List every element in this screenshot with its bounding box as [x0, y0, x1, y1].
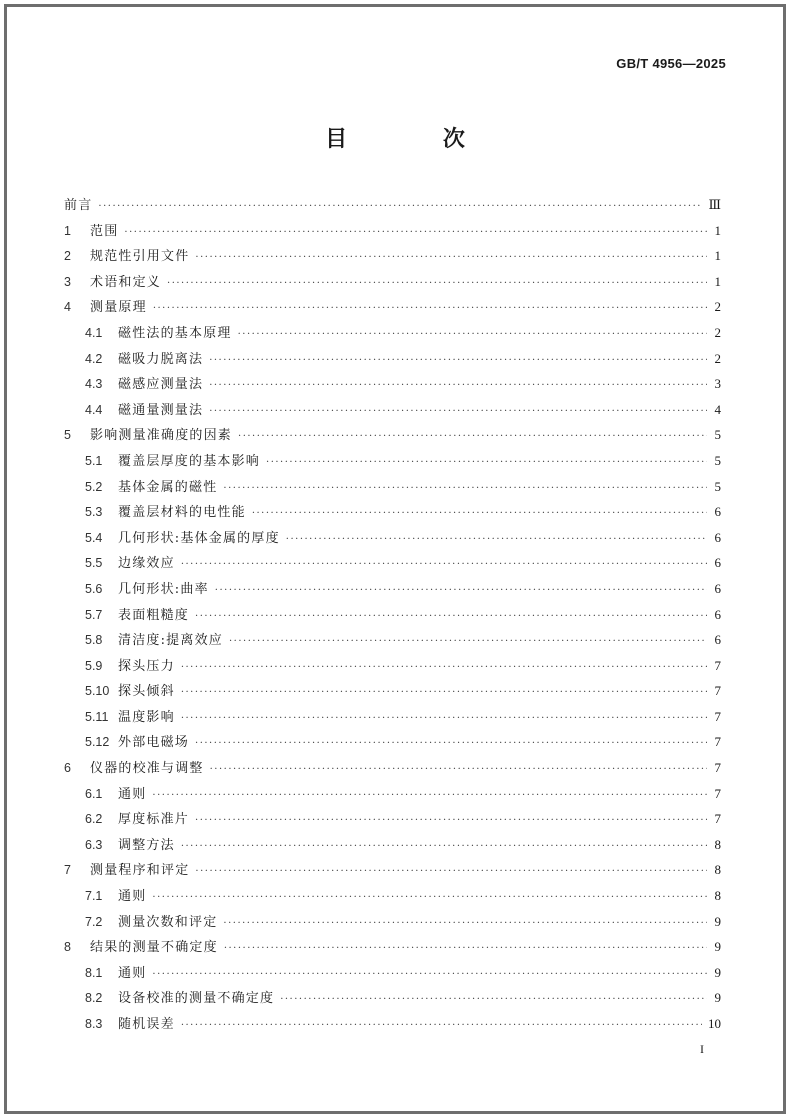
toc-entry[interactable]: [64, 653, 721, 679]
toc-entry[interactable]: [64, 1011, 721, 1037]
toc-entry-number: 5.7: [85, 607, 103, 622]
page-number: I: [700, 1042, 704, 1056]
toc-entry-title: 几何形状:基体金属的厚度: [118, 530, 280, 546]
toc-entry-number: 5.11: [85, 709, 109, 724]
toc-dot-leader: [223, 476, 707, 502]
toc-entry-title: 外部电磁场: [118, 735, 190, 751]
toc-entry[interactable]: [64, 704, 721, 730]
toc-entry[interactable]: [64, 550, 721, 576]
toc-entry-page: 6: [714, 504, 721, 520]
toc-dot-leader: [223, 911, 707, 937]
toc-entry-page: 6: [714, 529, 721, 545]
toc-entry-number: 6.1: [85, 786, 103, 801]
toc-entry-title: 前言: [64, 198, 93, 213]
toc-dot-leader: [181, 552, 707, 578]
toc-entry-title: 几何形状:曲率: [118, 581, 209, 597]
toc-entry-page: 9: [714, 913, 721, 929]
toc-entry-page: 4: [714, 401, 721, 417]
toc-entry[interactable]: [64, 960, 721, 986]
toc-entry-page: 2: [714, 324, 721, 340]
toc-entry-number: 5.6: [85, 581, 103, 596]
toc-dot-leader: [181, 1013, 702, 1039]
toc-entry-page: Ⅲ: [708, 197, 721, 212]
toc-entry-title: 覆盖层材料的电性能: [118, 505, 246, 521]
toc-entry-title: 清洁度:提离效应: [118, 633, 223, 649]
toc-entry-title: 随机误差: [118, 1017, 175, 1032]
toc-dot-leader: [181, 706, 707, 732]
toc-entry-title: 温度影响: [118, 709, 175, 725]
toc-entry[interactable]: [64, 448, 721, 474]
toc-entry[interactable]: [64, 499, 721, 525]
toc-entry-page: 9: [714, 964, 721, 980]
toc-entry-title: 影响测量准确度的因素: [90, 428, 233, 444]
toc-entry-number: 4: [64, 300, 71, 315]
toc-entry[interactable]: [64, 781, 721, 807]
toc-entry-page: 5: [714, 478, 721, 494]
toc-entry-page: 9: [714, 939, 721, 955]
toc-entry-title: 磁通量测量法: [118, 402, 204, 418]
toc-entry-page: 10: [708, 1016, 721, 1031]
toc-entry-number: 7.2: [85, 914, 103, 929]
toc-entry-page: 7: [714, 708, 721, 724]
table-of-contents: [64, 192, 721, 1037]
toc-entry-title: 仪器的校准与调整: [90, 761, 204, 777]
toc-entry-title: 厚度标准片: [118, 812, 190, 828]
toc-entry-number: 7: [64, 863, 71, 878]
toc-dot-leader: [195, 859, 707, 885]
toc-entry-page: 5: [714, 452, 721, 468]
toc-entry[interactable]: [64, 832, 721, 858]
toc-entry[interactable]: [64, 474, 721, 500]
toc-entry-title: 规范性引用文件: [90, 249, 190, 265]
toc-entry-title: 范围: [90, 223, 119, 239]
toc-entry-number: 5: [64, 428, 71, 443]
toc-dot-leader: [286, 527, 707, 553]
toc-dot-leader: [238, 424, 707, 450]
toc-dot-leader: [252, 501, 707, 527]
toc-entry-number: 5.3: [85, 505, 103, 520]
toc-dot-leader: [181, 655, 707, 681]
toc-entry-number: 5.2: [85, 479, 103, 494]
toc-dot-leader: [152, 885, 707, 911]
toc-entry-title: 探头压力: [118, 658, 175, 674]
toc-entry-page: 7: [714, 657, 721, 673]
toc-entry-title: 设备校准的测量不确定度: [118, 991, 275, 1007]
toc-entry-page: 2: [714, 350, 721, 366]
toc-dot-leader: [238, 322, 707, 348]
toc-entry-number: 5.9: [85, 658, 103, 673]
toc-entry-title: 通则: [118, 786, 147, 802]
toc-entry[interactable]: [64, 627, 721, 653]
toc-entry-page: 8: [714, 836, 721, 852]
toc-entry[interactable]: [64, 243, 721, 269]
toc-entry-number: 4.3: [85, 377, 103, 392]
toc-entry-page: 1: [714, 248, 721, 264]
toc-entry[interactable]: [64, 934, 721, 960]
toc-entry-title: 边缘效应: [118, 556, 175, 572]
toc-entry-number: 8.2: [85, 991, 103, 1006]
toc-dot-leader: [224, 936, 707, 962]
toc-entry-number: 5.4: [85, 530, 103, 545]
toc-dot-leader: [209, 399, 707, 425]
toc-entry-title: 通则: [118, 965, 147, 981]
toc-dot-leader: [181, 834, 707, 860]
toc-entry-number: 1: [64, 223, 71, 238]
toc-entry[interactable]: [64, 985, 721, 1011]
toc-entry-title: 测量原理: [90, 300, 147, 316]
toc-dot-leader: [266, 450, 707, 476]
toc-entry[interactable]: [64, 294, 721, 320]
toc-entry[interactable]: [64, 525, 721, 551]
toc-entry-number: 5.10: [85, 684, 110, 699]
toc-entry[interactable]: [64, 346, 721, 372]
toc-entry[interactable]: [64, 422, 721, 448]
toc-dot-leader: [210, 757, 707, 783]
toc-entry-page: 7: [714, 760, 721, 776]
toc-entry-page: 5: [714, 427, 721, 443]
toc-dot-leader: [124, 220, 707, 246]
toc-entry-page: 8: [714, 888, 721, 904]
toc-entry[interactable]: [64, 576, 721, 602]
toc-entry-number: 4.2: [85, 351, 103, 366]
toc-dot-leader: [209, 373, 707, 399]
toc-entry[interactable]: [64, 371, 721, 397]
toc-entry-page: 6: [714, 580, 721, 596]
toc-entry[interactable]: [64, 397, 721, 423]
toc-entry[interactable]: [64, 909, 721, 935]
toc-entry-page: 7: [714, 785, 721, 801]
toc-entry[interactable]: [64, 857, 721, 883]
toc-entry[interactable]: [64, 192, 721, 218]
toc-dot-leader: [152, 962, 707, 988]
toc-entry-number: 6.3: [85, 837, 103, 852]
toc-entry-number: 8.1: [85, 965, 103, 980]
toc-entry-title: 调整方法: [118, 837, 175, 853]
toc-dot-leader: [98, 194, 702, 220]
toc-entry[interactable]: [64, 320, 721, 346]
toc-entry-page: 1: [714, 222, 721, 238]
toc-entry-number: 5.5: [85, 556, 103, 571]
toc-entry[interactable]: [64, 678, 721, 704]
toc-entry-page: 3: [714, 376, 721, 392]
toc-entry-page: 6: [714, 555, 721, 571]
toc-entry[interactable]: [64, 602, 721, 628]
toc-dot-leader: [195, 808, 707, 834]
toc-entry[interactable]: [64, 729, 721, 755]
toc-dot-leader: [209, 348, 707, 374]
toc-dot-leader: [280, 987, 707, 1013]
toc-entry-number: 4.1: [85, 325, 103, 340]
toc-dot-leader: [195, 731, 707, 757]
document-code: GB/T 4956—2025: [616, 56, 726, 71]
toc-entry-page: 7: [714, 811, 721, 827]
toc-entry-title: 通则: [118, 889, 147, 905]
toc-dot-leader: [195, 245, 707, 271]
toc-entry-number: 8: [64, 940, 71, 955]
toc-entry-title: 磁吸力脱离法: [118, 351, 204, 367]
toc-entry-page: 7: [714, 734, 721, 750]
toc-entry-title: 探头倾斜: [118, 684, 175, 700]
toc-dot-leader: [152, 783, 707, 809]
toc-entry-page: 9: [714, 990, 721, 1006]
toc-entry-page: 2: [714, 299, 721, 315]
toc-entry-number: 5.8: [85, 633, 103, 648]
toc-dot-leader: [181, 680, 707, 706]
toc-entry-number: 5.12: [85, 735, 110, 750]
toc-dot-leader: [195, 604, 707, 630]
toc-entry-title: 表面粗糙度: [118, 607, 190, 623]
toc-entry-page: 6: [714, 632, 721, 648]
toc-entry-number: 4.4: [85, 402, 103, 417]
toc-entry-title: 术语和定义: [90, 274, 162, 290]
toc-entry[interactable]: [64, 218, 721, 244]
toc-entry-page: 6: [714, 606, 721, 622]
toc-entry-number: 6: [64, 761, 71, 776]
toc-entry-number: 6.2: [85, 812, 103, 827]
toc-entry-title: 磁感应测量法: [118, 377, 204, 393]
toc-dot-leader: [167, 271, 707, 297]
toc-entry-page: 8: [714, 862, 721, 878]
toc-entry-number: 8.3: [85, 1017, 103, 1031]
toc-entry[interactable]: [64, 806, 721, 832]
toc-entry[interactable]: [64, 883, 721, 909]
toc-entry-number: 3: [64, 274, 71, 289]
toc-entry-title: 测量程序和评定: [90, 863, 190, 879]
toc-entry-page: 1: [714, 273, 721, 289]
toc-entry-number: 7.1: [85, 889, 103, 904]
toc-entry-number: 2: [64, 249, 71, 264]
toc-entry-page: 7: [714, 683, 721, 699]
toc-dot-leader: [229, 629, 707, 655]
toc-entry-title: 测量次数和评定: [118, 914, 218, 930]
toc-entry-title: 基体金属的磁性: [118, 479, 218, 495]
toc-dot-leader: [153, 296, 707, 322]
toc-entry-title: 磁性法的基本原理: [118, 325, 232, 341]
page-title: 目 次: [325, 127, 509, 152]
toc-entry-title: 覆盖层厚度的基本影响: [118, 453, 261, 469]
toc-entry[interactable]: [64, 755, 721, 781]
toc-entry-number: 5.1: [85, 453, 103, 468]
toc-entry[interactable]: [64, 269, 721, 295]
toc-dot-leader: [215, 578, 707, 604]
toc-entry-title: 结果的测量不确定度: [90, 940, 218, 956]
